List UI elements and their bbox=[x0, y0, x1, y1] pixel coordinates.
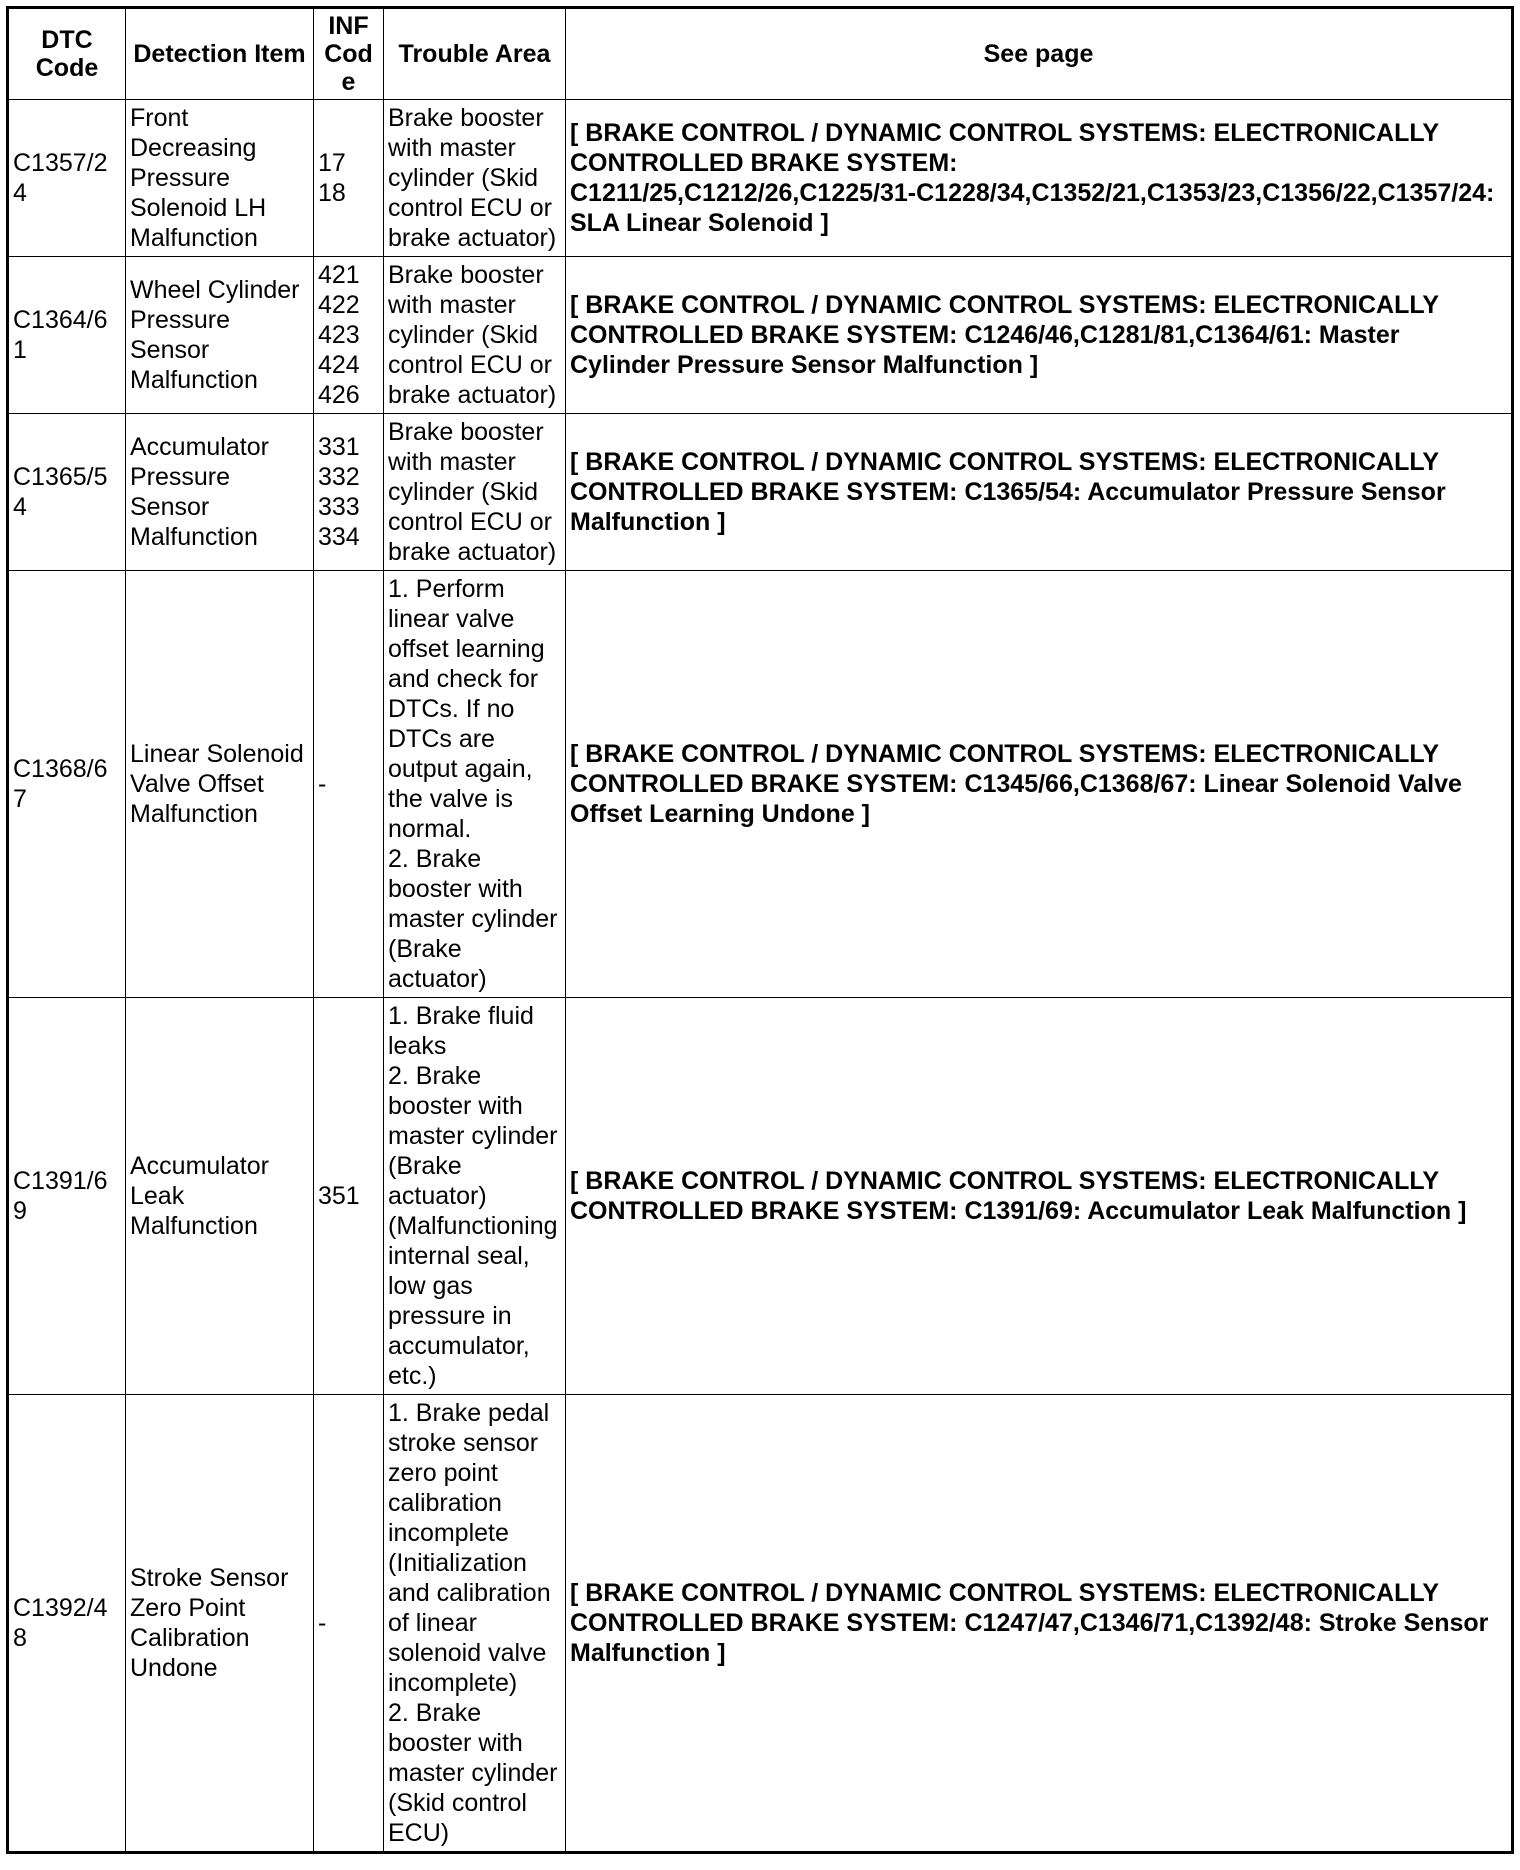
trouble-area-cell: Brake booster with master cylinder (Skid control ECU or brake actuator) bbox=[384, 100, 566, 257]
inf-code-cell: 421 422 423 424 426 bbox=[314, 257, 384, 414]
see-page-link[interactable]: [ BRAKE CONTROL / DYNAMIC CONTROL SYSTEMS: ELECTRONICALLY CONTROLLED BRAKE SYSTEM: C1246/46,C1281/81,C1364/61: Master Cylinder Pressure Sensor Malfunction ] bbox=[566, 257, 1513, 414]
see-page-link[interactable]: [ BRAKE CONTROL / DYNAMIC CONTROL SYSTEMS: ELECTRONICALLY CONTROLLED BRAKE SYSTEM: C1345/66,C1368/67: Linear Solenoid Valve Offset Learning Undone ] bbox=[566, 571, 1513, 998]
column-header-detection-item: Detection Item bbox=[126, 8, 314, 100]
dtc-code-cell: C1365/54 bbox=[8, 414, 126, 571]
trouble-area-cell: Brake booster with master cylinder (Skid control ECU or brake actuator) bbox=[384, 414, 566, 571]
dtc-code-cell: C1368/67 bbox=[8, 571, 126, 998]
column-header-dtc-code: DTC Code bbox=[8, 8, 126, 100]
inf-code-cell: 17 18 bbox=[314, 100, 384, 257]
dtc-code-cell: C1357/24 bbox=[8, 100, 126, 257]
see-page-link[interactable]: [ BRAKE CONTROL / DYNAMIC CONTROL SYSTEMS: ELECTRONICALLY CONTROLLED BRAKE SYSTEM: C1365/54: Accumulator Pressure Sensor Malfunction ] bbox=[566, 414, 1513, 571]
table-row bbox=[8, 998, 1513, 1395]
see-page-link[interactable]: [ BRAKE CONTROL / DYNAMIC CONTROL SYSTEMS: ELECTRONICALLY CONTROLLED BRAKE SYSTEM: C1247/47,C1346/71,C1392/48: Stroke Sensor Malfunction ] bbox=[566, 1395, 1513, 1853]
table-row bbox=[8, 414, 1513, 571]
trouble-area-cell: 1. Perform linear valve offset learning and check for DTCs. If no DTCs are output again, the valve is normal. 2. Brake booster with master cylinder (Brake actuator) bbox=[384, 571, 566, 998]
inf-code-cell: - bbox=[314, 571, 384, 998]
table-row bbox=[8, 1395, 1513, 1853]
trouble-area-cell: Brake booster with master cylinder (Skid control ECU or brake actuator) bbox=[384, 257, 566, 414]
dtc-code-cell: C1364/61 bbox=[8, 257, 126, 414]
column-header-inf-code: INF Code bbox=[314, 8, 384, 100]
inf-code-cell: 331 332 333 334 bbox=[314, 414, 384, 571]
detection-item-cell: Accumulator Leak Malfunction bbox=[126, 998, 314, 1395]
detection-item-cell: Linear Solenoid Valve Offset Malfunction bbox=[126, 571, 314, 998]
table-row bbox=[8, 257, 1513, 414]
inf-code-cell: 351 bbox=[314, 998, 384, 1395]
column-header-see-page: See page bbox=[566, 8, 1513, 100]
table-header-row bbox=[8, 8, 1513, 100]
inf-code-cell: - bbox=[314, 1395, 384, 1853]
dtc-table bbox=[6, 6, 1514, 1854]
dtc-code-cell: C1392/48 bbox=[8, 1395, 126, 1853]
detection-item-cell: Accumulator Pressure Sensor Malfunction bbox=[126, 414, 314, 571]
dtc-code-cell: C1391/69 bbox=[8, 998, 126, 1395]
trouble-area-cell: 1. Brake fluid leaks 2. Brake booster with master cylinder (Brake actuator) (Malfunctioning internal seal, low gas pressure in accumulator, etc.) bbox=[384, 998, 566, 1395]
detection-item-cell: Stroke Sensor Zero Point Calibration Undone bbox=[126, 1395, 314, 1853]
table-row bbox=[8, 100, 1513, 257]
see-page-link[interactable]: [ BRAKE CONTROL / DYNAMIC CONTROL SYSTEMS: ELECTRONICALLY CONTROLLED BRAKE SYSTEM: C1211/25,C1212/26,C1225/31-C1228/34,C1352/21,C1353/23,C1356/22,C1357/24: SLA Linear Solenoid ] bbox=[566, 100, 1513, 257]
trouble-area-cell: 1. Brake pedal stroke sensor zero point calibration incomplete (Initialization and calibration of linear solenoid valve incomplete) 2. Brake booster with master cylinder (Skid control ECU) bbox=[384, 1395, 566, 1853]
column-header-trouble-area: Trouble Area bbox=[384, 8, 566, 100]
detection-item-cell: Front Decreasing Pressure Solenoid LH Malfunction bbox=[126, 100, 314, 257]
table-row bbox=[8, 571, 1513, 998]
see-page-link[interactable]: [ BRAKE CONTROL / DYNAMIC CONTROL SYSTEMS: ELECTRONICALLY CONTROLLED BRAKE SYSTEM: C1391/69: Accumulator Leak Malfunction ] bbox=[566, 998, 1513, 1395]
detection-item-cell: Wheel Cylinder Pressure Sensor Malfunction bbox=[126, 257, 314, 414]
